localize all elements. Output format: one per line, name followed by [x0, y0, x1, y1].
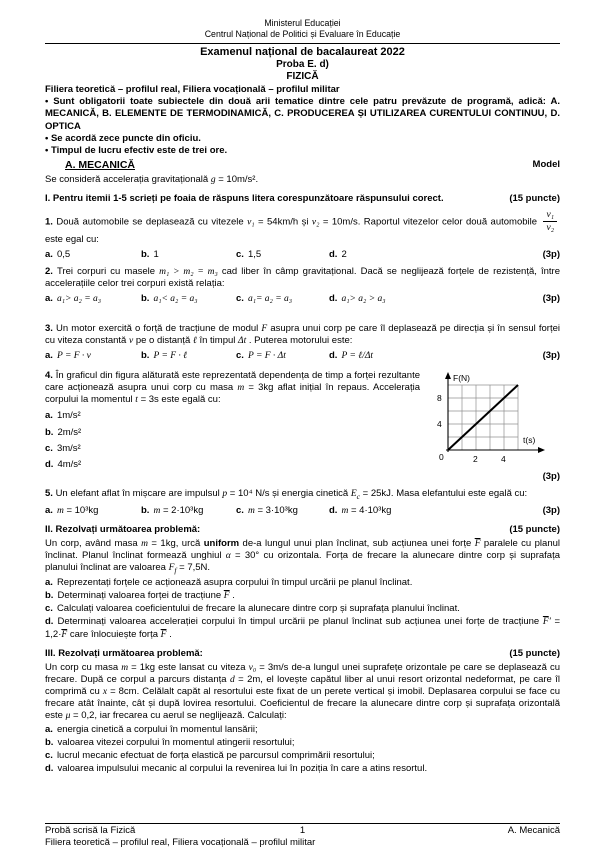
- x-tick-4: 4: [501, 453, 506, 464]
- instructions-list: [45, 96, 560, 157]
- page-number: 1: [299, 824, 306, 836]
- instruction-item: • Se acordă zece puncte din oficiu.: [45, 133, 560, 145]
- part3-item-a: a. energia cinetică a corpului în momentul lansării;: [45, 723, 258, 735]
- part3-points: (15 puncte): [509, 647, 560, 659]
- y-axis-arrow: [445, 372, 451, 379]
- q4-option-a: a. 1m/s²: [45, 410, 81, 422]
- x-tick-2: 2: [473, 453, 478, 464]
- origin-label: 0: [439, 451, 444, 462]
- part2-points: (15 puncte): [509, 523, 560, 535]
- part1-heading-row: [45, 193, 560, 205]
- question-4-block: [45, 370, 560, 483]
- q3-option-b: b. P = F · ℓ: [141, 349, 188, 361]
- header-divider: [45, 43, 560, 44]
- footer-row: [45, 823, 560, 837]
- part1-points: (15 puncte): [509, 192, 560, 204]
- proba-label: Proba E. d): [276, 58, 329, 70]
- part2-item-b: b. Determinați valoarea forței de tracțiune $\overline{F}$ .: [45, 590, 235, 602]
- spacer: [45, 308, 560, 318]
- q2-option-a: a. a₁> a₂ = a₃: [45, 293, 102, 305]
- gravity-note: Se consideră accelerația gravitațională g = 10m/s².: [45, 173, 259, 185]
- part2-heading-row: [45, 524, 560, 536]
- footer-left: Probă scrisă la Fizică: [45, 824, 136, 836]
- center-line: Centrul Național de Politici și Evaluare în Educație: [204, 29, 401, 40]
- q1-option-b: b. 1: [141, 248, 159, 260]
- part3-intro: Un corp cu masa m = 1kg este lansat cu viteza v₀ = 3m/s de-a lungul unei suprafețe orizontale pe care se deplasează cu frecare. După ce corpul a parcurs distanța d = 2m, el lovește capătul liber al unui resort orizontal nedeformat, pe care îl comprimă cu x = 8cm. Celălalt capăt al resortului este fixat de un perete vertical și imobil. Deplasarea corpului se face cu frecare atât înainte, cât și după lovirea resortului. Coeficientul de frecare la alunecare dintre corp și suprafața orizontală este μ = 0,2, iar frecarea cu aerul se neglijează. Calculați:: [45, 661, 560, 722]
- q1-option-d: d. 2: [329, 248, 347, 260]
- exam-title: Examenul național de bacalaureat 2022: [200, 45, 405, 58]
- instruction-item: • Sunt obligatorii toate subiectele din două arii tematice dintre cele patru prevăzute de programă, adică: A. MECANICĂ, B. ELEMENTE DE TERMODINAMICĂ, C. PRODUCEREA ȘI UTILIZAREA CURENTULUI CONTINUU, D. OPTICA: [45, 96, 560, 132]
- q3-option-d: d. P = ℓ/Δt: [329, 349, 374, 361]
- question-3: 3. Un motor exercită o forță de tracțiune de modul F asupra unui corp pe care îl deplasează pe direcția și în sensul forței cu viteza constantă v pe o distanță ℓ în timpul Δt . Puterea motorului este:: [45, 322, 561, 346]
- q4-points: (3p): [542, 471, 560, 483]
- part3-heading-row: [45, 648, 560, 660]
- part2-heading: II. Rezolvați următoarea problemă:: [45, 523, 201, 535]
- footer-right: A. Mecanică: [507, 824, 560, 836]
- ministry-line: Ministerul Educației: [264, 18, 341, 28]
- q5-points: (3p): [542, 504, 560, 516]
- q1-option-c: c. 1,5: [236, 248, 262, 260]
- q5-options: [45, 505, 560, 517]
- q4-option-b: b. 2m/s²: [45, 426, 82, 438]
- q3-option-c: c. P = F · Δt: [236, 349, 286, 361]
- y-tick-8: 8: [437, 392, 442, 403]
- q4-option-d: d. 4m/s²: [45, 458, 82, 470]
- model-label: Model: [532, 159, 560, 171]
- part3-item-d: d. valoarea impulsului mecanic al corpului la revenirea lui în poziția în care a atins resortul.: [45, 763, 428, 775]
- q2-option-b: b. a₁< a₂ = a₃: [141, 293, 198, 305]
- footer-line2: Filiera teoretică – profilul real, Filiera vocațională – profilul militar: [45, 836, 316, 848]
- q2-option-d: d. a₁> a₂ > a₃: [329, 293, 386, 305]
- section-a-title: A. MECANICĂ: [65, 159, 135, 172]
- part3-item-c: c. lucrul mecanic efectuat de forța elastică pe parcursul comprimării resortului;: [45, 749, 375, 761]
- q2-points: (3p): [542, 293, 560, 305]
- instruction-item: • Timpul de lucru efectiv este de trei ore.: [45, 145, 560, 157]
- q3-points: (3p): [542, 349, 560, 361]
- q3-options: [45, 350, 560, 362]
- q1-points: (3p): [542, 248, 560, 260]
- q2-options: [45, 293, 560, 305]
- question-1: 1. Două automobile se deplasează cu vitezele v₁ = 54km/h și v₂ = 10m/s. Raportul vitezelor celor două automobile $\frac{\text{v₁}}{\text{v₂}}$ este egal cu:: [45, 210, 560, 246]
- q5-option-a: a. m = 10³kg: [45, 504, 99, 516]
- part2-item-d: d. Determinați valoarea accelerației corpului în timpul urcării pe planul înclinat sub acțiunea unei forțe de tracțiune $\overline{F}' = 1,2\cdot\overline{F}$ care înlocuiește forța $\overline{F}$ .: [45, 616, 560, 640]
- q2-option-c: c. a₁= a₂ = a₃: [236, 293, 293, 305]
- x-axis-arrow: [538, 447, 545, 453]
- q1-options: [45, 249, 560, 261]
- y-axis-label: F(N): [453, 372, 470, 383]
- filiera-line: Filiera teoretică – profilul real, Filiera vocațională – profilul militar: [45, 84, 340, 96]
- q5-option-c: c. m = 3·10³kg: [236, 504, 298, 516]
- section-a-row: [45, 159, 560, 172]
- part2-intro: Un corp, având masa m = 1kg, urcă uniform de-a lungul unui plan înclinat, sub acțiunea unei forțe $\overline{F}$ paralele cu planul înclinat. Planul înclinat formează unghiul α = 30° cu orizontala. Forța de frecare la alunecare dintre corp și suprafața planului înclinat are valoarea $F_f = 7,5N$.: [45, 538, 560, 576]
- question-5: 5. Un elefant aflat în mișcare are impulsul p = 10⁴ N/s și energia cinetică $E_c = 25kJ$. Masa elefantului este egală cu:: [45, 488, 528, 502]
- q4-force-time-graph: [428, 370, 560, 471]
- page-footer: [45, 823, 560, 849]
- q1-option-a: a. 0,5: [45, 248, 71, 260]
- part2-item-c: c. Calculați valoarea coeficientului de frecare la alunecare dintre corp și suprafața planului înclinat.: [45, 603, 460, 615]
- graph-line: [448, 385, 518, 450]
- q5-option-d: d. m = 4·10³kg: [329, 504, 392, 516]
- q4-option-c: c. 3m/s²: [45, 442, 81, 454]
- y-tick-4: 4: [437, 418, 442, 429]
- question-4: 4. În graficul din figura alăturată este reprezentată dependența de timp a forței rezultante care acționează asupra unui corp cu masa m = 3kg aflat inițial în repaus. Accelerația corpului la momentul t = 3s este egală cu:: [45, 369, 421, 406]
- part3-item-b: b. valoarea vitezei corpului în momentul atingerii resortului;: [45, 736, 295, 748]
- part2-item-a: a. Reprezentați forțele ce acționează asupra corpului în timpul urcării pe planul înclinat.: [45, 576, 413, 588]
- subject-title: FIZICĂ: [286, 71, 319, 83]
- q3-option-a: a. P = F · v: [45, 349, 91, 361]
- part3-heading: III. Rezolvați următoarea problemă:: [45, 647, 203, 659]
- part1-heading: I. Pentru itemii 1-5 scrieți pe foaia de răspuns litera corespunzătoare răspunsului corect.: [45, 192, 444, 204]
- question-2: 2. Trei corpuri cu masele m₁ > m₂ = m₃ cad liber în câmp gravitațional. Dacă se neglijează forțele de rezistență, între accelerațiile celor trei corpuri există relația:: [45, 266, 561, 290]
- x-axis-label: t(s): [523, 434, 536, 445]
- q5-option-b: b. m = 2·10³kg: [141, 504, 204, 516]
